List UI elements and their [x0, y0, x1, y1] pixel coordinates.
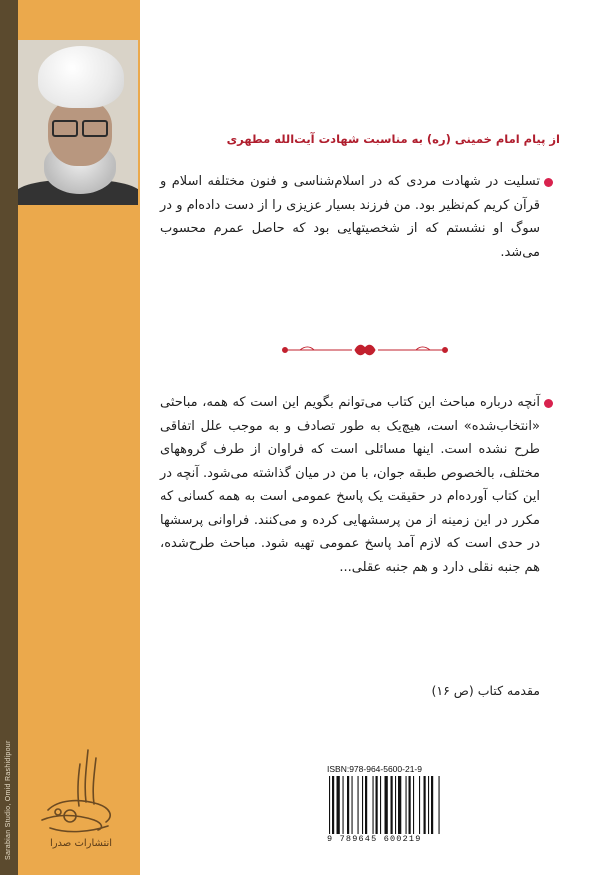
publisher-name: انتشارات صدرا: [49, 838, 113, 849]
quote-heading: از پیام امام خمینی (ره) به مناسبت شهادت آیت‌الله مطهری: [226, 132, 560, 146]
portrait-glasses: [52, 120, 108, 134]
design-credit: Sarabian Studio, Omid Rashidipour: [5, 740, 12, 860]
quote-paragraph: تسلیت در شهادت مردی که در اسلام‌شناسی و فنون مختلفه اسلام و قرآن کریم کم‌نظیر بود. من فرزند بسیار عزیزی را از دست داده‌ام و در سوگ او نشستم که از شخصیتهایی بود که حاصل عمرم محسوب می‌شد.: [160, 174, 540, 260]
portrait-turban: [38, 46, 124, 108]
publisher-logo: [28, 740, 128, 850]
excerpt-source: مقدمه کتاب (ص ۱۶): [431, 683, 540, 698]
bullet-icon: [544, 178, 553, 187]
author-portrait: [18, 40, 138, 205]
isbn-label: ISBN:978-964-5600-21-9: [327, 764, 422, 774]
ornament-divider: [280, 342, 450, 358]
barcode-digits: 9 789645 600219: [327, 834, 422, 844]
bullet-icon: [544, 399, 553, 408]
barcode: [327, 776, 475, 834]
book-excerpt-paragraph: آنچه درباره مباحث این کتاب می‌توانم بگویم این است که همه، مباحثی «انتخاب‌شده» است، هیچ‌یک به طور تصادف و به موجب علل اتفاقی طرح نشده است. اینها مسائلی است که فراوان از طرف گروههای مختلف، بالخصوص طبقه جوان، با من در میان گذاشته می‌شود. آنچه در این کتاب آورده‌ام در حقیقت یک پاسخ عمومی است به همه کسانی که مکرر در این زمینه از من پرسشهایی کرده و می‌کنند. فراوانی پرسشها در حدی است که لازم آمد پاسخ عمومی تهیه شود. مباحث طرح‌شده، هم جنبه نقلی دارد و هم جنبه عقلی...: [160, 395, 540, 575]
